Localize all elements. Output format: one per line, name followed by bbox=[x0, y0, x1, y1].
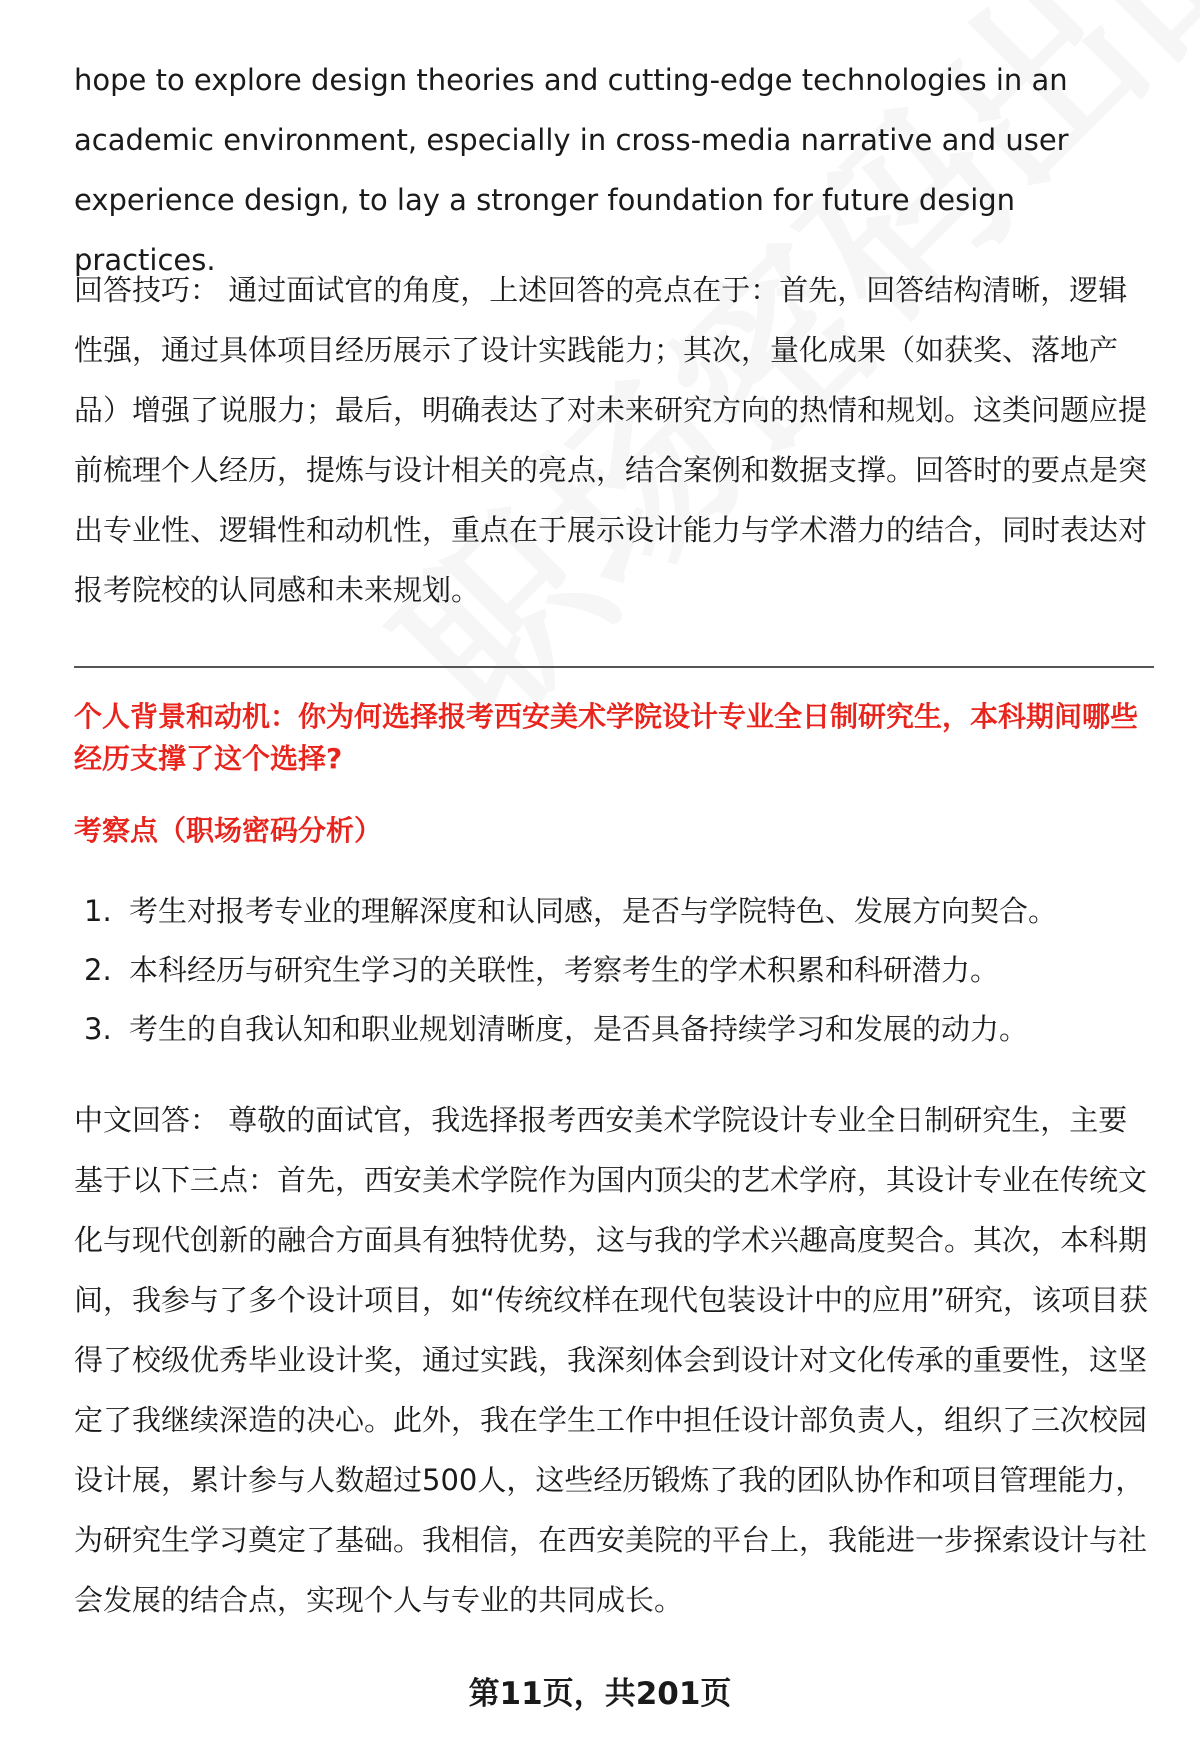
tips-paragraph bbox=[74, 260, 1154, 620]
list-number: 3. bbox=[84, 1012, 112, 1046]
list-item bbox=[84, 941, 1144, 1000]
tips-text: 通过面试官的角度，上述回答的亮点在于：首先，回答结构清晰，逻辑性强，通过具体项目经历展示了设计实践能力；其次，量化成果（如获奖、落地产品）增强了说服力；最后，明确表达了对未来研究方向的热情和规划。这类问题应提前梳理个人经历，提炼与设计相关的亮点，结合案例和数据支撑。回答时的要点是突出专业性、逻辑性和动机性，重点在于展示设计能力与学术潜力的结合，同时表达对报考院校的认同感和未来规划。 bbox=[74, 273, 1148, 607]
answer-label: 中文回答： bbox=[74, 1103, 220, 1137]
list-text: 本科经历与研究生学习的关联性，考察考生的学术积累和科研潜力。 bbox=[129, 953, 1000, 987]
list-number: 2. bbox=[84, 953, 112, 987]
question-heading: 个人背景和动机：你为何选择报考西安美术学院设计专业全日制研究生，本科期间哪些经历支撑了这个选择? bbox=[74, 700, 1139, 775]
list-item bbox=[84, 882, 1144, 941]
page-footer: 第11页，共201页 bbox=[468, 1676, 732, 1712]
assessment-subheading: 考察点（职场密码分析） bbox=[74, 814, 383, 847]
assessment-points bbox=[84, 882, 1144, 1059]
list-item bbox=[84, 1000, 1144, 1059]
section-divider bbox=[74, 666, 1154, 668]
list-number: 1. bbox=[84, 894, 112, 928]
answer-paragraph bbox=[74, 1090, 1154, 1630]
tips-label: 回答技巧： bbox=[74, 273, 220, 307]
english-paragraph: hope to explore design theories and cutting-edge technologies in an academic environment, especially in cross-media narrative and user experience design, to lay a stronger foundation for future design practices. bbox=[74, 63, 1069, 277]
list-text: 考生的自我认知和职业规划清晰度，是否具备持续学习和发展的动力。 bbox=[129, 1012, 1029, 1046]
list-text: 考生对报考专业的理解深度和认同感，是否与学院特色、发展方向契合。 bbox=[129, 894, 1058, 928]
answer-text: 尊敬的面试官，我选择报考西安美术学院设计专业全日制研究生，主要基于以下三点：首先，西安美术学院作为国内顶尖的艺术学府，其设计专业在传统文化与现代创新的融合方面具有独特优势，这与我的学术兴趣高度契合。其次，本科期间，我参与了多个设计项目，如“传统纹样在现代包装设计中的应用”研究，该项目获得了校级优秀毕业设计奖，通过实践，我深刻体会到设计对文化传承的重要性，这坚定了我继续深造的决心。此外，我在学生工作中担任设计部负责人，组织了三次校园设计展，累计参与人数超过500人，这些经历锻炼了我的团队协作和项目管理能力，为研究生学习奠定了基础。我相信，在西安美院的平台上，我能进一步探索设计与社会发展的结合点，实现个人与专业的共同成长。 bbox=[74, 1103, 1149, 1617]
